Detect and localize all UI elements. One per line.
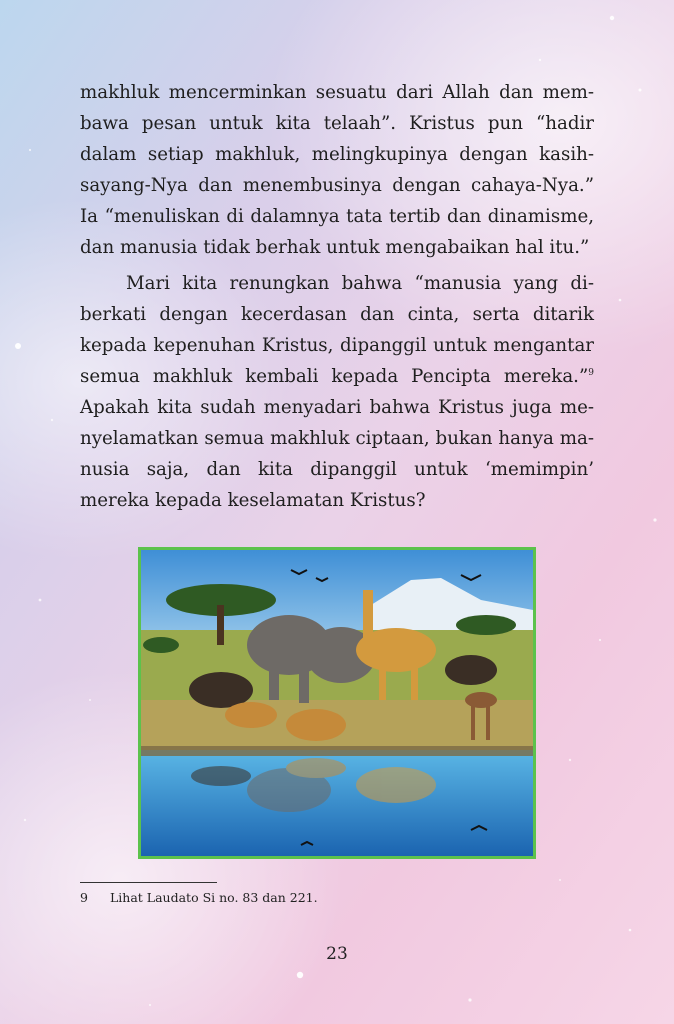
paragraph-2-question: Apakah kita sudah menyadari bahwa Kristus juga me-nyelamatkan semua makhluk ciptaan, bukan hanya ma-nusia saja, dan kita dipanggil untuk ‘memimpin’ mereka kepada keselamatan Kristus? <box>80 397 594 511</box>
paragraph-1-text: makhluk mencerminkan sesuatu dari Allah dan mem-bawa pesan untuk kita telaah”. Kristus pun “hadir dalam setiap makhluk, melingkupinya dengan kasih-sayang-Nya dan menembusinya dengan cahaya-Nya.” Ia “menuliskan di dalamnya tata tertib dan dinamisme, dan manusia tidak berhak untuk mengabaikan hal itu.” <box>80 82 594 258</box>
footnote-reference[interactable]: 9 <box>588 367 594 378</box>
footnote <box>80 890 318 905</box>
footnote-text: Lihat Laudato Si no. 83 dan 221. <box>110 890 318 905</box>
page-number: 23 <box>326 944 348 964</box>
wildlife-illustration <box>138 547 536 859</box>
paragraph-2-text: Mari kita renungkan bahwa “manusia yang di-berkati dengan kecerdasan dan cinta, serta ditarik kepada kepenuhan Kristus, dipanggil untuk mengantar semua makhluk kembali kepada Pencipta mereka.” <box>80 273 594 387</box>
body-paragraph-2 <box>80 268 594 516</box>
body-paragraph-1 <box>80 77 594 263</box>
footnote-divider <box>80 882 217 883</box>
footnote-number: 9 <box>80 890 88 905</box>
